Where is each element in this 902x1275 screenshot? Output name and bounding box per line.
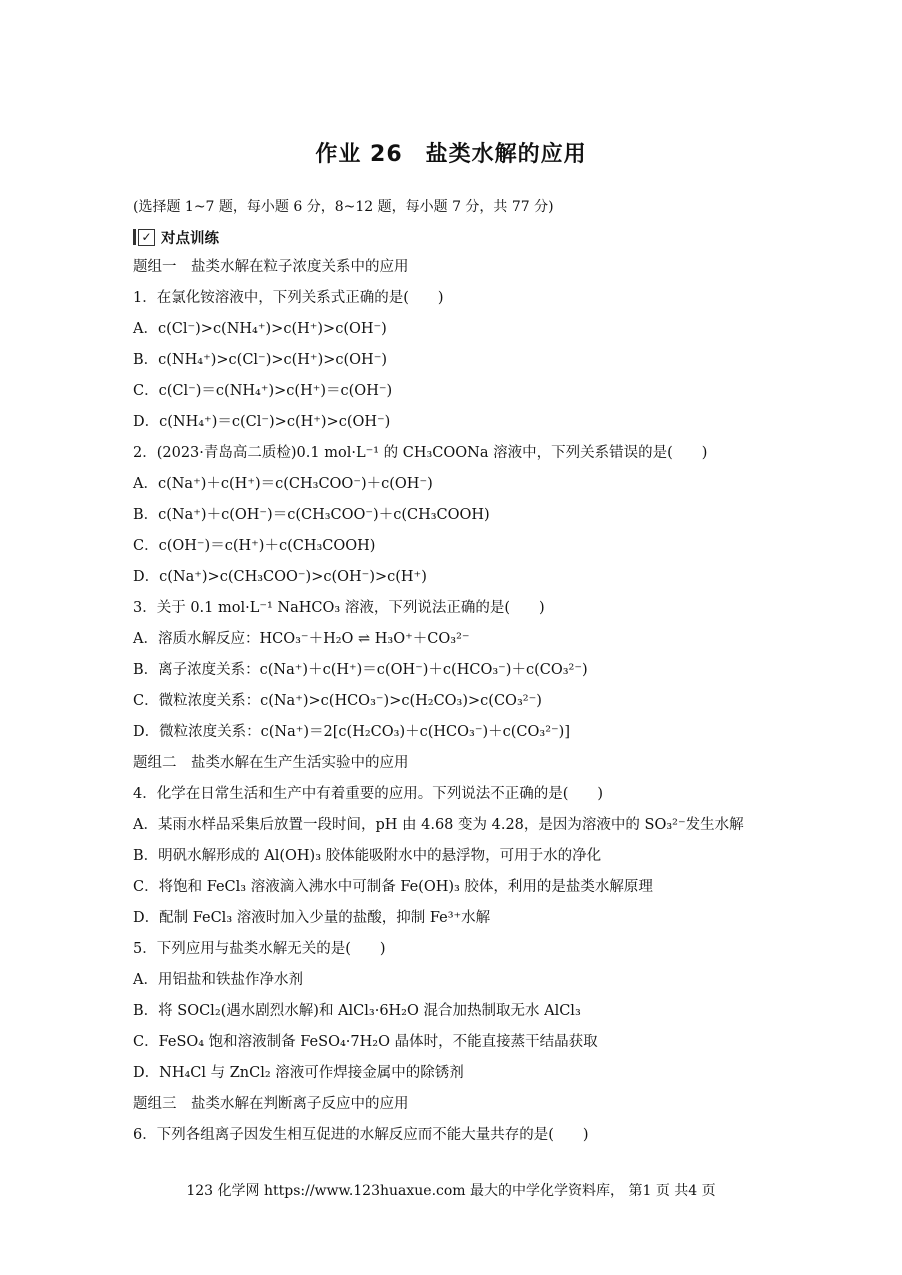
- section-label: 对点训练: [161, 230, 219, 247]
- question-line: D．微粒浓度关系：c(Na⁺)＝2[c(H₂CO₃)＋c(HCO₃⁻)＋c(CO₃²⁻)]: [133, 724, 570, 740]
- group-heading: 题组二 盐类水解在生产生活实验中的应用: [133, 755, 409, 771]
- question-line: A．某雨水样品采集后放置一段时间，pH 由 4.68 变为 4.28，是因为溶液中的 SO₃²⁻发生水解: [133, 817, 744, 833]
- question-line: C．c(Cl⁻)＝c(NH₄⁺)>c(H⁺)＝c(OH⁻): [133, 383, 393, 399]
- question-line: A．c(Cl⁻)>c(NH₄⁺)>c(H⁺)>c(OH⁻): [133, 321, 387, 337]
- question-line: 3．关于 0.1 mol·L⁻¹ NaHCO₃ 溶液，下列说法正确的是( ): [133, 600, 545, 616]
- question-line: D．c(Na⁺)>c(CH₃COO⁻)>c(OH⁻)>c(H⁺): [133, 569, 427, 585]
- question-line: A．c(Na⁺)＋c(H⁺)＝c(CH₃COO⁻)＋c(OH⁻): [133, 476, 433, 492]
- question-line: C．微粒浓度关系：c(Na⁺)>c(HCO₃⁻)>c(H₂CO₃)>c(CO₃²⁻): [133, 693, 542, 709]
- question-line: B．c(NH₄⁺)>c(Cl⁻)>c(H⁺)>c(OH⁻): [133, 352, 388, 368]
- score-note: (选择题 1~7 题，每小题 6 分，8~12 题，每小题 7 分，共 77 分): [133, 199, 554, 215]
- section-header: [133, 226, 219, 248]
- question-line: 5．下列应用与盐类水解无关的是( ): [133, 941, 386, 957]
- question-line: 6．下列各组离子因发生相互促进的水解反应而不能大量共存的是( ): [133, 1127, 589, 1143]
- section-bar: [133, 229, 136, 245]
- check-icon: ✓: [138, 229, 155, 246]
- question-line: B．离子浓度关系：c(Na⁺)＋c(H⁺)＝c(OH⁻)＋c(HCO₃⁻)＋c(CO₃²⁻): [133, 662, 588, 678]
- question-line: B．明矾水解形成的 Al(OH)₃ 胶体能吸附水中的悬浮物，可用于水的净化: [133, 848, 602, 864]
- question-line: D．NH₄Cl 与 ZnCl₂ 溶液可作焊接金属中的除锈剂: [133, 1065, 464, 1081]
- question-line: C．将饱和 FeCl₃ 溶液滴入沸水中可制备 Fe(OH)₃ 胶体，利用的是盐类水解原理: [133, 879, 653, 895]
- question-line: A．溶质水解反应：HCO₃⁻＋H₂O ⇌ H₃O⁺＋CO₃²⁻: [133, 631, 470, 647]
- question-line: 2．(2023·青岛高二质检)0.1 mol·L⁻¹ 的 CH₃COONa 溶液中，下列关系错误的是( ): [133, 445, 708, 461]
- question-line: D．配制 FeCl₃ 溶液时加入少量的盐酸，抑制 Fe³⁺水解: [133, 910, 491, 926]
- question-line: B．将 SOCl₂(遇水剧烈水解)和 AlCl₃·6H₂O 混合加热制取无水 AlCl₃: [133, 1003, 581, 1019]
- question-line: B．c(Na⁺)＋c(OH⁻)＝c(CH₃COO⁻)＋c(CH₃COOH): [133, 507, 490, 523]
- question-line: C．c(OH⁻)＝c(H⁺)＋c(CH₃COOH): [133, 538, 376, 554]
- question-line: C．FeSO₄ 饱和溶液制备 FeSO₄·7H₂O 晶体时，不能直接蒸干结晶获取: [133, 1034, 598, 1050]
- group-heading: 题组一 盐类水解在粒子浓度关系中的应用: [133, 259, 409, 275]
- question-line: D．c(NH₄⁺)＝c(Cl⁻)>c(H⁺)>c(OH⁻): [133, 414, 391, 430]
- group-heading: 题组三 盐类水解在判断离子反应中的应用: [133, 1096, 409, 1112]
- question-line: A．用铝盐和铁盐作净水剂: [133, 972, 303, 988]
- page-footer: 123 化学网 https://www.123huaxue.com 最大的中学化学资料库， 第1 页 共4 页: [186, 1183, 716, 1199]
- page-title: 作业 26 盐类水解的应用: [315, 142, 587, 167]
- question-line: 1．在氯化铵溶液中，下列关系式正确的是( ): [133, 290, 444, 306]
- question-line: 4．化学在日常生活和生产中有着重要的应用。下列说法不正确的是( ): [133, 786, 604, 802]
